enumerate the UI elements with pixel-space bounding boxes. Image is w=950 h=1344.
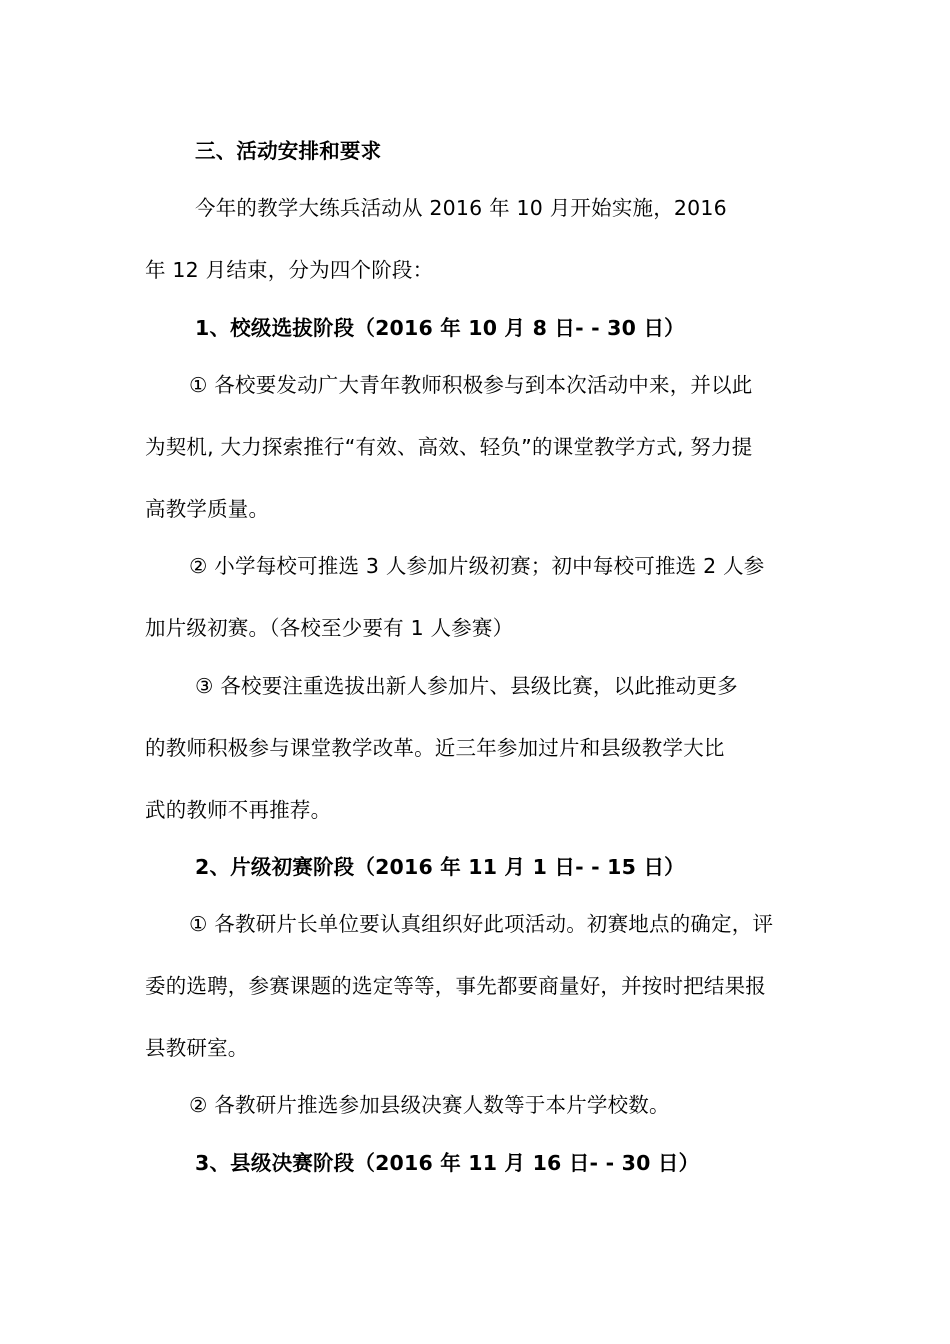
stage-1-item-1-line-1: ① 各校要发动广大青年教师积极参与到本次活动中来，并以此 <box>189 373 753 397</box>
stage-2-item-1-line-3: 县教研室。 <box>145 1036 249 1060</box>
stage-1-item-2-line-2: 加片级初赛。（各校至少要有 1 人参赛） <box>145 616 514 640</box>
stage-1-item-1-line-3: 高教学质量。 <box>145 497 270 521</box>
stage-1-item-3-line-3: 武的教师不再推荐。 <box>145 798 332 822</box>
section-title: 三、活动安排和要求 <box>195 139 382 163</box>
stage-2-item-1-line-2: 委的选聘，参赛课题的选定等等，事先都要商量好，并按时把结果报 <box>145 974 766 998</box>
stage-2-item-1-line-1: ① 各教研片长单位要认真组织好此项活动。初赛地点的确定，评 <box>189 912 774 936</box>
stage-1-item-3-line-1: ③ 各校要注重选拔出新人参加片、县级比赛，以此推动更多 <box>195 674 738 698</box>
stage-1-item-2-line-1: ② 小学每校可推选 3 人参加片级初赛；初中每校可推选 2 人参 <box>189 554 765 578</box>
stage-1-item-1-line-2: 为契机, 大力探索推行“有效、高效、轻负”的课堂教学方式, 努力提 <box>145 435 753 459</box>
stage-3-heading: 3、县级决赛阶段（2016 年 11 月 16 日- - 30 日） <box>195 1151 700 1175</box>
stage-2-heading: 2、片级初赛阶段（2016 年 11 月 1 日- - 15 日） <box>195 855 685 879</box>
stage-2-item-2-line-1: ② 各教研片推选参加县级决赛人数等于本片学校数。 <box>189 1093 670 1117</box>
stage-1-heading: 1、校级选拔阶段（2016 年 10 月 8 日- - 30 日） <box>195 316 685 340</box>
stage-1-item-3-line-2: 的教师积极参与课堂教学改革。近三年参加过片和县级教学大比 <box>145 736 725 760</box>
intro-line-2: 年 12 月结束，分为四个阶段： <box>145 258 434 282</box>
intro-line-1: 今年的教学大练兵活动从 2016 年 10 月开始实施，2016 <box>195 196 727 220</box>
